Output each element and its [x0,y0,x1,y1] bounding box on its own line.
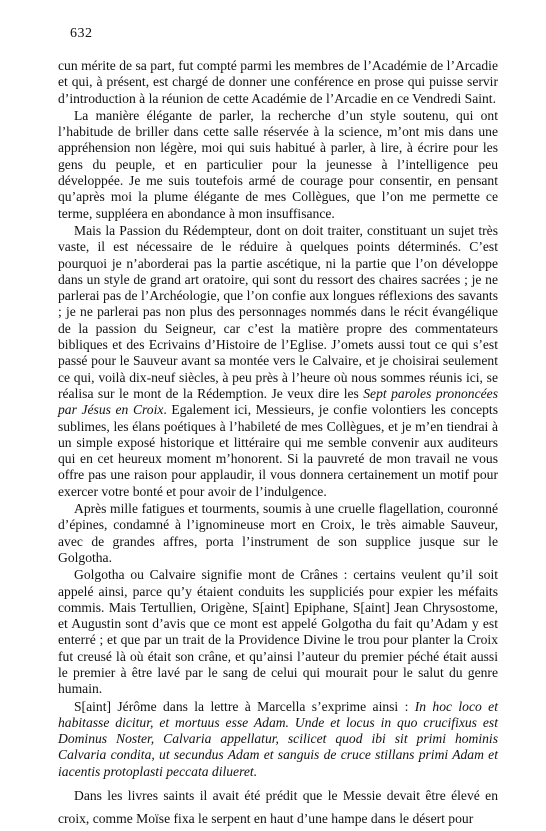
paragraph-3-text-a: Mais la Passion du Rédempteur, dont on doit traiter, constituant un sujet très vaste, il est nécessaire de le réduire à quelques points déterminés. C’est pourquoi je n’aborderai pas la partie ascétique, ni la partie que l’on développe dans un style de grand art oratoire, qui sont du ressort des chaires sacrées ; je ne parlerai pas de l’Archéologie, que l’on confie aux longues réflexions des savants ; je ne parlerai pas non plus des personnages nommés dans le récit évangélique de la passion du Seigneur, car c’est la matière propre des commentateurs bibliques et des Ecrivains d’Histoire de l’Eglise. J’omets aussi tout ce qui s’est passé pour le Sauveur avant sa montée vers le Calvaire, et je choisirai seulement ce qui, voilà dix-neuf siècles, à peu près à l’heure où nous sommes réunis ici, se réalisa sur le mont de la Rédemption. Je veux dire les [58,222,498,401]
paragraph-3-italic: Sept paroles prononcées par Jésus en Croix [58,385,498,418]
paragraph-2: La manière élégante de parler, la recherche d’un style soutenu, qui ont l’habitude de briller dans cette salle réservée à la science, m’ont mis dans une appréhension non légère, moi qui suis habitué à parler, à lire, à écrire pour les gens du peuple, et en particulier pour la jeunesse à l’intelligence peu développée. Je me suis toutefois armé de courage pour consentir, en pensant qu’après moi la plume élégante de mes Collègues, que l’on me permette ce terme, suppléera en abondance à mon insuffisance. [58,107,498,221]
paragraph-3 [58,223,498,500]
paragraph-5: Golgotha ou Calvaire signifie mont de Crânes : certains veulent qu’il soit appelé ainsi, parce qu’y étaient conduits les suppliciés pour expier les méfaits commis. Mais Tertullien, Origène, S[aint] Epiphane, S[aint] Jean Chrysostome, et Augustin sont d’avis que ce mont est appelé Golgotha du fait qu’Adam y est enterré ; et que par un trait de la Providence Divine le trou pour planter la Croix fut creusé là où était son crâne, et qu’ainsi l’auteur du premier péché était aussi le premier à être lavé par le sang de celui qui mourait pour le salut du genre humain. [58,567,498,697]
paragraph-6 [58,699,498,780]
paragraph-1: cun mérite de sa part, fut compté parmi les membres de l’Académie de l’Arcadie et qui, à présent, est chargé de donner une conférence en prose qui puisse servir d’introduction à la réunion de cette Académie de l’Arcadie en ce Vendredi Saint. [58,58,498,106]
paragraph-7: Dans les livres saints il avait été prédit que le Messie devait être élevé en croix, comme Moïse fixa le serpent en haut d’une hampe dans le désert pour [58,788,498,827]
paragraph-4: Après mille fatigues et tourments, soumis à une cruelle flagellation, couronné d’épines, condamné à l’ignomineuse mort en Croix, le très aimable Sauveur, avec de grandes affres, porta l’instrument de son supplice jusque sur le Golgotha. [58,501,498,565]
paragraph-6-latin-quote: In hoc loco et habitasse dicitur, et mortuus esse Adam. Unde et locus in quo crucifixus est Dominus Noster, Calvaria appellatur, scilicet quod ibi sit primi hominis Calvaria condita, ut secundus Adam et sanguis de cruce stillans primi Adam et iacentis protoplasti peccata dilueret. [58,698,498,779]
body-text [58,58,498,831]
paragraph-6-text: S[aint] Jérôme dans la lettre à Marcella s’exprime ainsi : [74,698,415,714]
page-number: 632 [70,26,93,41]
paragraph-3-text-b: . Egalement ici, Messieurs, je confie volontiers les concepts sublimes, les élans poétiques à l’habileté de mes Collègues, et je m’en tiendrai à un simple exposé historique et littéraire qui me semble convenir aux auditeurs qui en cet heureux moment m’honorent. Si la pauvreté de mon travail ne vous offre pas une raison pour applaudir, il vous donnera certainement un motif pour exercer votre bonté et pour avoir de l’indulgence. [58,402,498,499]
